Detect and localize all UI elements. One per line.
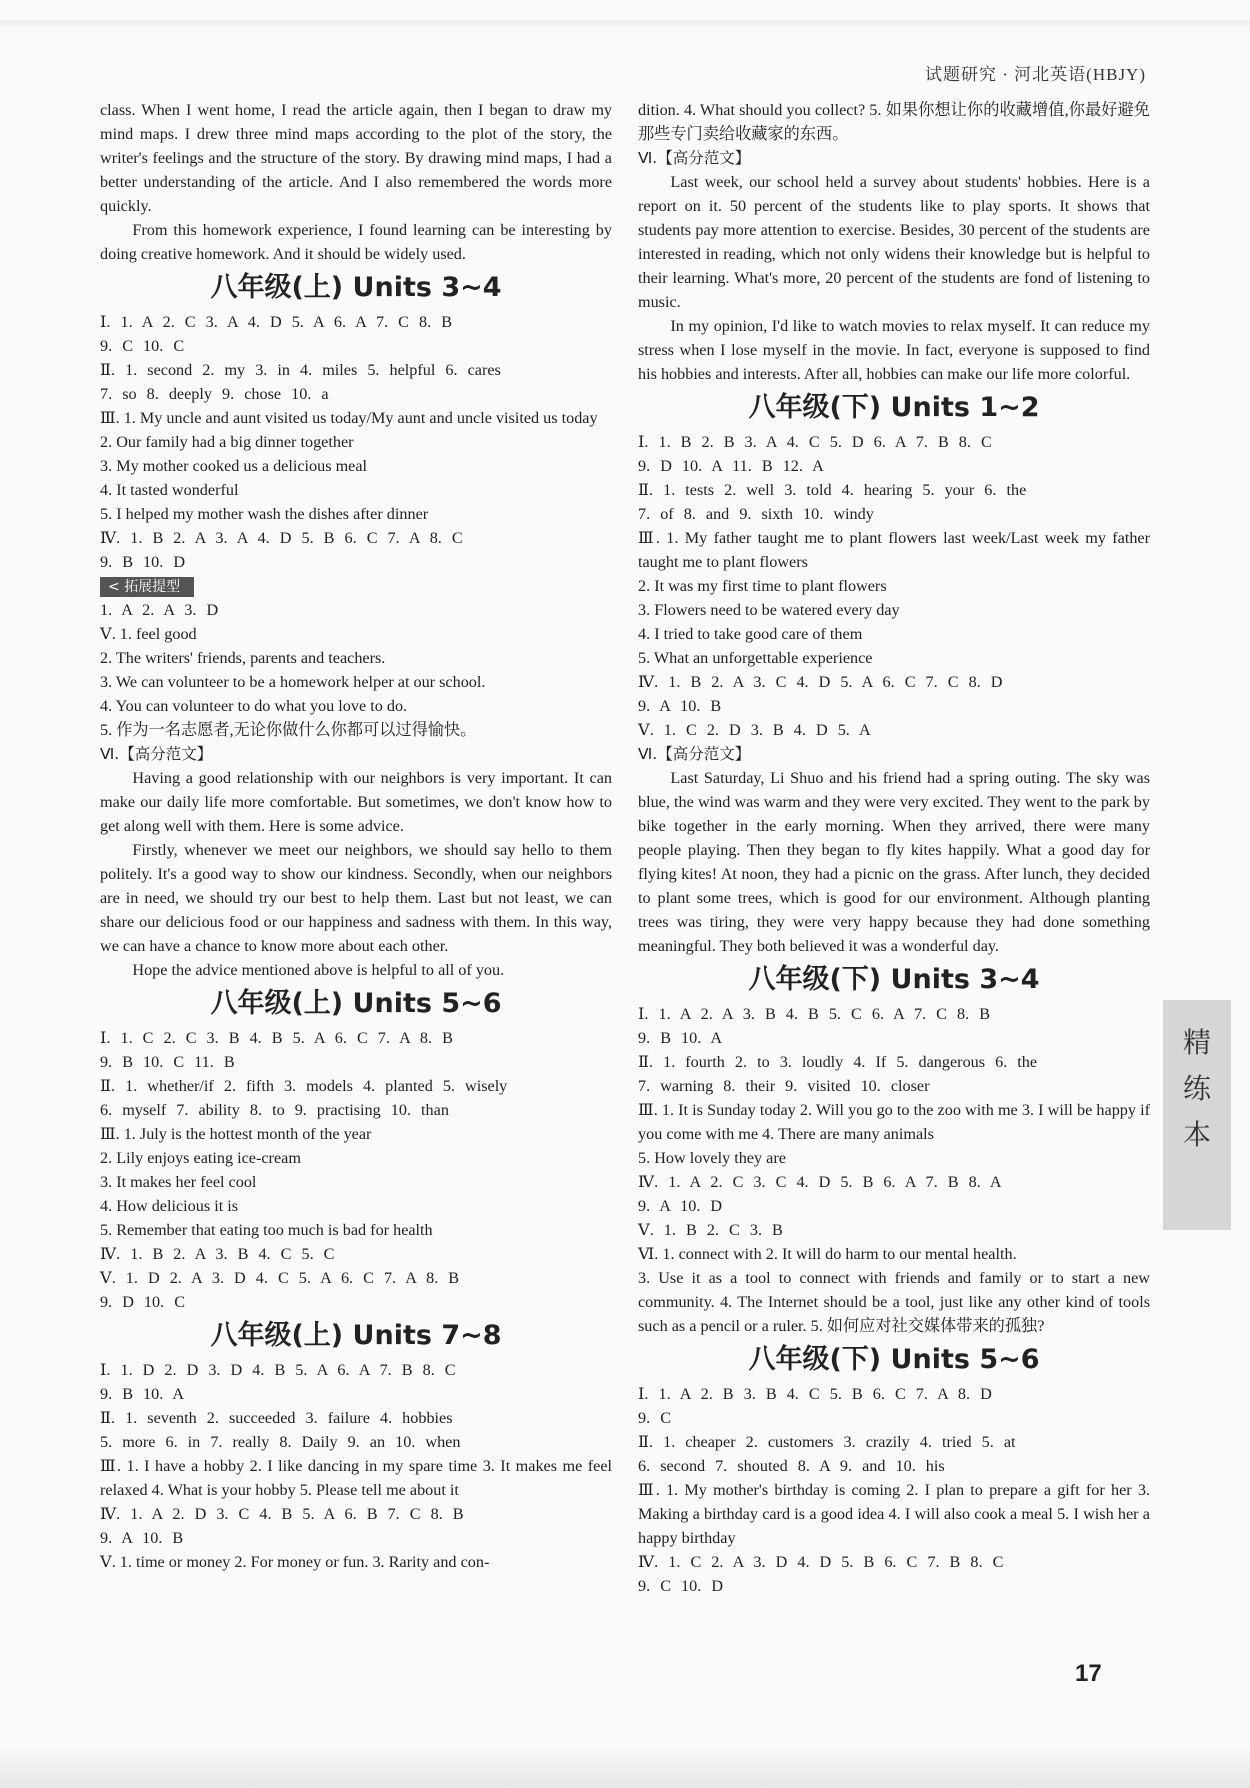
answer-line: Ⅱ. 1. seventh 2. succeeded 3. failure 4. hobbies (100, 1409, 453, 1427)
answer-line: Ⅰ. 1. A 2. C 3. A 4. D 5. A 6. A 7. C 8. B (100, 313, 453, 331)
running-header: 试题研究 · 河北英语(HBJY) (925, 65, 1146, 84)
answer-line: 9. B 10. C 11. B (100, 1053, 235, 1071)
answer-line: Ⅱ. 1. tests 2. well 3. told 4. hearing 5. your 6. the (638, 481, 1027, 499)
answer-line: Ⅰ. 1. A 2. B 3. B 4. C 5. B 6. C 7. A 8. D (638, 1385, 992, 1403)
answer-line: 9. D 10. C (100, 1293, 186, 1311)
answer-line: 9. B 10. A (638, 1029, 723, 1047)
answer-line: 4. I tried to take good care of them (638, 625, 863, 643)
answer-line: 2. It was my first time to plant flowers (638, 577, 887, 595)
answer-line: Ⅴ. 1. B 2. C 3. B (638, 1221, 783, 1239)
answer-line: 5. I helped my mother wash the dishes after dinner (100, 505, 429, 523)
section-heading: 八年级(上) Units 3~4 (210, 272, 502, 303)
side-tab-char: 精 (1182, 1026, 1211, 1059)
answer-line: 7. warning 8. their 9. visited 10. closer (638, 1077, 930, 1095)
answer-line: Ⅳ. 1. C 2. A 3. D 4. D 5. B 6. C 7. B 8. C (638, 1553, 1004, 1571)
answer-line: Ⅰ. 1. B 2. B 3. A 4. C 5. D 6. A 7. B 8. C (638, 433, 992, 451)
essay-paragraph: Last Saturday, Li Shuo and his friend had a spring outing. The sky was blue, the wind was warm and they were very excited. They went to the park by bike together in the early morning. When they arrived, there were many people playing. Then they began to fly kites happily. What a good day for flying kites! At noon, they had a picnic on the grass. After lunch, they decided to plant some trees, which is good for our environment. Although planting trees was tiring, they were very happy because they had done something meaningful. They both believed it was a wonderful day. (638, 769, 1150, 955)
essay-paragraph: In my opinion, I'd like to watch movies to relax myself. It can reduce my stress when I lose myself in the movie. In fact, everyone is supposed to find his hobbies and interests. After all, hobbies can make our life more colorful. (638, 317, 1150, 383)
answer-line: 1. A 2. A 3. D (100, 601, 219, 619)
answer-line: 3. It makes her feel cool (100, 1173, 257, 1191)
answer-line: 4. You can volunteer to do what you love to do. (100, 697, 408, 715)
bottom-edge (0, 1745, 1250, 1788)
answer-line: 5. How lovely they are (638, 1149, 786, 1167)
answer-line: Ⅲ. 1. It is Sunday today 2. Will you go to the zoo with me 3. I will be happy if you come with me 4. There are many animals (638, 1101, 1150, 1143)
essay-paragraph: Firstly, whenever we meet our neighbors, we should say hello to them politely. It's a good way to show our kindness. Secondly, when our neighbors are in need, we should try our best to help them. Last but not least, we can share our delicious food or our happiness and sadness with them. In this way, we can have a chance to know more about each other. (100, 841, 612, 955)
answer-line: 2. Our family had a big dinner together (100, 433, 354, 451)
extension-label (100, 577, 194, 597)
section-label: Ⅵ.【高分范文】 (638, 149, 751, 167)
answer-line: 9. A 10. D (638, 1197, 723, 1215)
answer-line: 9. B 10. D (100, 553, 186, 571)
answer-line: 7. so 8. deeply 9. chose 10. a (100, 385, 329, 403)
answer-line: 9. C (638, 1409, 671, 1427)
answer-line: 9. A 10. B (100, 1529, 184, 1547)
answer-line: 4. How delicious it is (100, 1197, 239, 1215)
answer-line: 5. 作为一名志愿者,无论你做什么你都可以过得愉快。 (100, 721, 477, 739)
answer-line: 7. of 8. and 9. sixth 10. windy (638, 505, 874, 523)
top-edge (0, 20, 1250, 30)
answer-line: Ⅲ. 1. I have a hobby 2. I like dancing in my spare time 3. It makes me feel relaxed 4. What is your hobby 5. Please tell me about it (100, 1457, 612, 1499)
answer-line: 3. We can volunteer to be a homework helper at our school. (100, 673, 486, 691)
answer-line: 9. C 10. C (100, 337, 185, 355)
answer-line: Ⅳ. 1. A 2. D 3. C 4. B 5. A 6. B 7. C 8. B (100, 1505, 464, 1523)
answer-line: Ⅴ. 1. feel good (100, 625, 197, 643)
answer-line: 4. It tasted wonderful (100, 481, 239, 499)
answer-line: Ⅳ. 1. B 2. A 3. C 4. D 5. A 6. C 7. C 8. D (638, 673, 1003, 691)
answer-line: Ⅲ. 1. My mother's birthday is coming 2. I plan to prepare a gift for her 3. Making a birthday card is a good idea 4. I will also cook a meal 5. I wish her a happy birthday (638, 1481, 1150, 1547)
answer-line: 6. second 7. shouted 8. A 9. and 10. his (638, 1457, 945, 1475)
section-heading: 八年级(下) Units 3~4 (748, 964, 1040, 995)
answer-line: 3. Flowers need to be watered every day (638, 601, 900, 619)
answer-line: Ⅲ. 1. July is the hottest month of the year (100, 1125, 372, 1143)
section-heading: 八年级(上) Units 5~6 (210, 988, 502, 1019)
answer-line: 9. A 10. B (638, 697, 722, 715)
section-heading: 八年级(上) Units 7~8 (210, 1320, 502, 1351)
section-label: Ⅵ.【高分范文】 (638, 745, 751, 763)
answer-line: Ⅲ. 1. My uncle and aunt visited us today/My aunt and uncle visited us today (100, 409, 598, 427)
right-column (638, 98, 1150, 1598)
answer-line: Ⅴ. 1. time or money 2. For money or fun. 3. Rarity and con- (100, 1553, 490, 1571)
answer-line: Ⅰ. 1. D 2. D 3. D 4. B 5. A 6. A 7. B 8. C (100, 1361, 456, 1379)
answer-line: 2. The writers' friends, parents and teachers. (100, 649, 386, 667)
answer-line: Ⅰ. 1. A 2. A 3. B 4. B 5. C 6. A 7. C 8. B (638, 1005, 991, 1023)
answer-line: Ⅱ. 1. cheaper 2. customers 3. crazily 4. tried 5. at (638, 1433, 1016, 1451)
answer-line: Ⅴ. 1. D 2. A 3. D 4. C 5. A 6. C 7. A 8. B (100, 1269, 460, 1287)
page-number: 17 (1075, 1660, 1102, 1687)
extension-label-text: 拓展提型 (124, 579, 181, 595)
intro-paragraph: From this homework experience, I found learning can be interesting by doing creative homework. And it should be widely used. (100, 221, 612, 263)
answer-line: Ⅰ. 1. C 2. C 3. B 4. B 5. A 6. C 7. A 8. B (100, 1029, 453, 1047)
essay-paragraph: Last week, our school held a survey about students' hobbies. Here is a report on it. 50 percent of the students like to play sports. It shows that students pay more attention to exercise. Besides, 30 percent of the students are interested in reading, which not only widens their knowledge but is helpful to their learning. What's more, 20 percent of the students are fond of listening to music. (638, 173, 1150, 311)
essay-paragraph: Hope the advice mentioned above is helpful to all of you. (132, 961, 505, 979)
answer-line: 2. Lily enjoys eating ice-cream (100, 1149, 301, 1167)
essay-paragraph: Having a good relationship with our neighbors is very important. It can make our daily life more comfortable. But sometimes, we don't know how to get along well with them. Here is some advice. (100, 769, 612, 835)
answer-line: Ⅴ. 1. C 2. D 3. B 4. D 5. A (638, 721, 871, 739)
answer-line: 3. Use it as a tool to connect with friends and family or to start a new community. 4. The Internet should be a tool, just like any other kind of tools such as a pencil or a ruler. 5. 如何应对社交媒体带来的孤独? (638, 1269, 1150, 1335)
section-heading: 八年级(下) Units 1~2 (748, 392, 1040, 423)
answer-line: Ⅵ. 1. connect with 2. It will do harm to our mental health. (638, 1245, 1017, 1263)
answer-line: 5. What an unforgettable experience (638, 649, 873, 667)
answer-line: Ⅲ. 1. My father taught me to plant flowers last week/Last week my father taught me to plant flowers (638, 529, 1150, 571)
answer-line: 6. myself 7. ability 8. to 9. practising 10. than (100, 1101, 449, 1119)
side-tab (1163, 1000, 1231, 1230)
section-heading: 八年级(下) Units 5~6 (748, 1344, 1040, 1375)
side-tab-char: 本 (1182, 1118, 1211, 1151)
answer-line: 9. B 10. A (100, 1385, 185, 1403)
left-column (100, 98, 612, 1574)
answer-line: 5. Remember that eating too much is bad for health (100, 1221, 433, 1239)
answer-line: Ⅳ. 1. B 2. A 3. B 4. C 5. C (100, 1245, 335, 1263)
answer-line: Ⅱ. 1. whether/if 2. fifth 3. models 4. planted 5. wisely (100, 1077, 508, 1095)
answer-line: Ⅱ. 1. second 2. my 3. in 4. miles 5. helpful 6. cares (100, 361, 501, 379)
answer-line: 9. D 10. A 11. B 12. A (638, 457, 824, 475)
answer-line: 3. My mother cooked us a delicious meal (100, 457, 368, 475)
answer-line: Ⅳ. 1. B 2. A 3. A 4. D 5. B 6. C 7. A 8. C (100, 529, 463, 547)
section-label: Ⅵ.【高分范文】 (100, 745, 213, 763)
answer-line: dition. 4. What should you collect? 5. 如果你想让你的收藏增值,你最好避免那些专门卖给收藏家的东西。 (638, 101, 1150, 143)
intro-paragraph: class. When I went home, I read the article again, then I began to draw my mind maps. I drew three mind maps according to the plot of the story, the writer's feelings and the structure of the story. By drawing mind maps, I had a better understanding of the article. And I also remembered the words more quickly. (100, 101, 612, 215)
answer-line: Ⅳ. 1. A 2. C 3. C 4. D 5. B 6. A 7. B 8. A (638, 1173, 1002, 1191)
side-tab-char: 练 (1182, 1072, 1211, 1105)
share-icon: < (108, 579, 120, 595)
answer-line: 5. more 6. in 7. really 8. Daily 9. an 10. when (100, 1433, 461, 1451)
answer-line: Ⅱ. 1. fourth 2. to 3. loudly 4. If 5. dangerous 6. the (638, 1053, 1038, 1071)
answer-line: 9. C 10. D (638, 1577, 724, 1595)
